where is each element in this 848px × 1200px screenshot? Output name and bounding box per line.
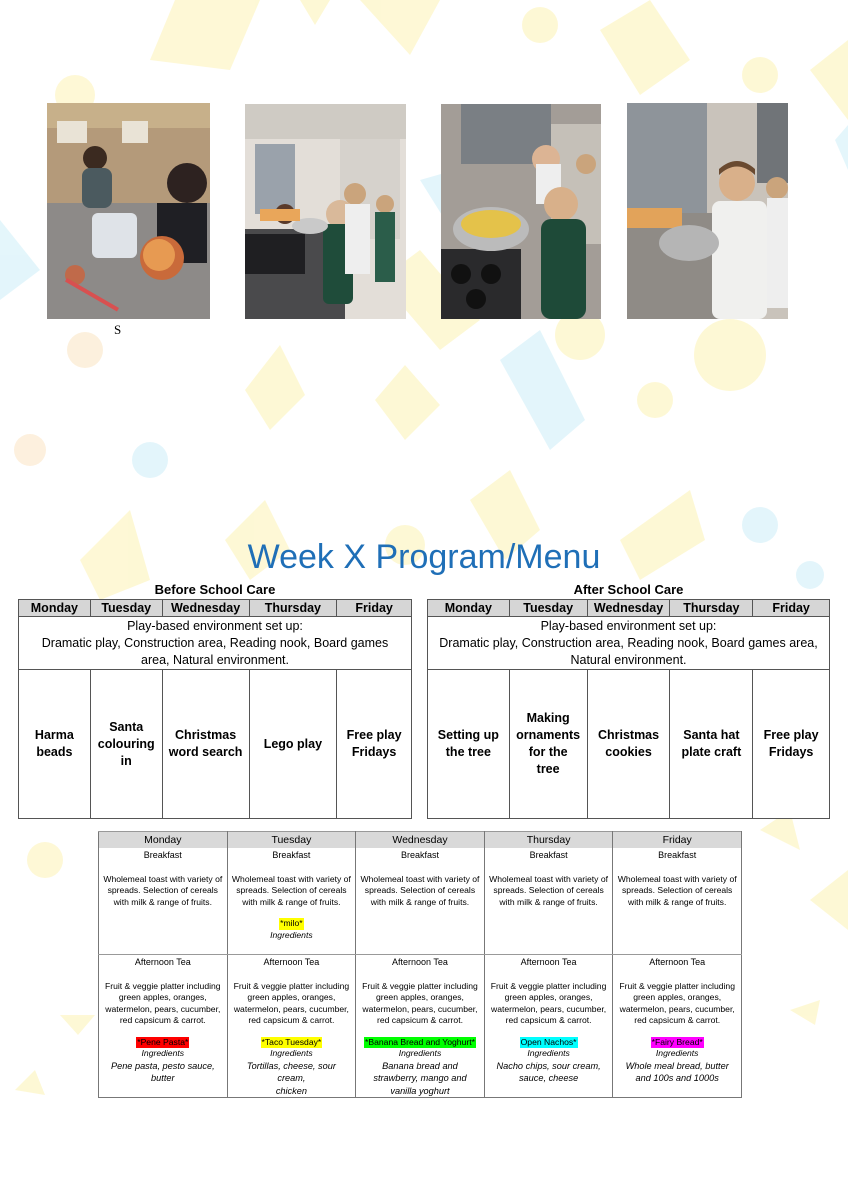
before-activity-friday: Free play Fridays [337, 670, 412, 819]
special-highlight: *Fairy Bread* [651, 1036, 703, 1047]
before-day-header: Friday [337, 600, 412, 617]
afternoon-label: Afternoon Tea [392, 957, 448, 967]
milo-highlight: *milo* [280, 918, 303, 928]
stray-mark: S [114, 322, 122, 337]
menu-day-header: Tuesday [227, 832, 356, 849]
ingredients-label: Ingredients [270, 1048, 313, 1058]
after-care-table [427, 599, 830, 819]
before-day-header: Wednesday [162, 600, 249, 617]
photo-children-beading [47, 103, 210, 319]
menu-day-header: Wednesday [356, 832, 485, 849]
before-activity-wednesday: Christmas word search [162, 670, 249, 819]
setup-line: Play-based environment set up: [127, 618, 303, 633]
before-care-table [18, 599, 412, 819]
breakfast-cell-friday: Breakfast Wholemeal toast with variety of spreads. Selection of cereals with milk & range of fruits. [613, 848, 742, 955]
special-highlight: *Pene Pasta* [137, 1036, 189, 1047]
breakfast-cell-monday: Breakfast Wholemeal toast with variety of spreads. Selection of cereals with milk & range of fruits. [99, 848, 228, 955]
before-activity-thursday: Lego play [249, 670, 337, 819]
ingredients-label: Ingredients [655, 1048, 699, 1058]
afternoon-label: Afternoon Tea [134, 957, 191, 967]
afternoon-label: Afternoon Tea [649, 957, 706, 967]
afternoon-label: Afternoon Tea [263, 957, 320, 967]
after-care-setup [428, 617, 830, 670]
afternoon-cell-friday: Afternoon Tea Fruit & veggie platter including green apples, oranges, watermelon, pears, cucumber, red capsicum & carrot. *Fairy Bread* Ingredients Whole meal bread, butter and 100s and 1000s [613, 955, 742, 1098]
breakfast-cell-tuesday: Breakfast Wholemeal toast with variety of spreads. Selection of cereals with milk & range of fruits. *milo* Ingredients [227, 848, 356, 955]
before-day-header: Tuesday [90, 600, 162, 617]
after-day-header: Friday [753, 600, 830, 617]
after-activity-thursday: Santa hat plate craft [670, 670, 753, 819]
after-activity-friday: Free play Fridays [753, 670, 830, 819]
menu-day-header: Friday [613, 832, 742, 849]
after-activity-tuesday: Making ornaments for the tree [509, 670, 587, 819]
ingredients-label: Ingredients [398, 1048, 442, 1058]
before-care-caption: Before School Care [154, 582, 276, 597]
page-title: Week X Program/Menu [247, 538, 601, 576]
after-activity-monday: Setting up the tree [428, 670, 510, 819]
breakfast-label: Breakfast [400, 850, 439, 860]
special-highlight: Open Nachos* [520, 1036, 577, 1047]
before-activity-tuesday: Santa colouring in [90, 670, 162, 819]
before-care-setup [19, 617, 412, 670]
after-day-header: Thursday [670, 600, 753, 617]
photo-boy-stirring [627, 103, 788, 319]
before-day-header: Thursday [249, 600, 337, 617]
setup-line: Natural environment. [570, 652, 687, 667]
setup-line: area, Natural environment. [141, 652, 289, 667]
menu-day-header: Thursday [484, 832, 613, 849]
afternoon-cell-monday: Afternoon Tea Fruit & veggie platter including green apples, oranges, watermelon, pears, cucumber, red capsicum & carrot. *Pene Pasta* Ingredients Pene pasta, pesto sauce, butter [99, 955, 228, 1098]
before-care-days-row [19, 600, 412, 617]
after-day-header: Monday [428, 600, 510, 617]
breakfast-label: Breakfast [658, 850, 697, 860]
breakfast-label: Breakfast [529, 850, 568, 860]
afternoon-cell-wednesday: Afternoon Tea Fruit & veggie platter including green apples, oranges, watermelon, pears, cucumber, red capsicum & carrot. *Banana Bread and Yoghurt* Ingredients Banana bread and strawberry, mango and vanilla yoghurt [356, 955, 485, 1098]
setup-line: Dramatic play, Construction area, Reading nook, Board games [41, 635, 389, 650]
setup-line: Play-based environment set up: [540, 618, 717, 633]
photo-children-mixing-bowl [441, 104, 601, 319]
breakfast-label: Breakfast [272, 850, 311, 860]
setup-line: Dramatic play, Construction area, Reading nook, Board games area, [439, 635, 818, 650]
special-highlight: *Banana Bread and Yoghurt* [365, 1036, 475, 1047]
breakfast-cell-wednesday: Breakfast Wholemeal toast with variety of spreads. Selection of cereals with milk & range of fruits. [356, 848, 485, 955]
after-day-header: Tuesday [509, 600, 587, 617]
after-care-days-row [428, 600, 830, 617]
ingredients-label: Ingredients [141, 1048, 185, 1058]
afternoon-cell-tuesday: Afternoon Tea Fruit & veggie platter including green apples, oranges, watermelon, pears, cucumber, red capsicum & carrot. *Taco Tuesday* Ingredients Tortillas, cheese, sour cream, chicken [227, 955, 356, 1098]
photo-children-baking-kitchen [245, 104, 406, 319]
breakfast-cell-thursday: Breakfast Wholemeal toast with variety of spreads. Selection of cereals with milk & range of fruits. [484, 848, 613, 955]
special-highlight: *Taco Tuesday* [261, 1036, 322, 1047]
menu-table [98, 831, 742, 1098]
breakfast-label: Breakfast [143, 850, 182, 860]
after-care-caption: After School Care [573, 582, 684, 597]
before-activity-monday: Harma beads [19, 670, 91, 819]
menu-day-header: Monday [99, 832, 228, 849]
before-day-header: Monday [19, 600, 91, 617]
afternoon-cell-thursday: Afternoon Tea Fruit & veggie platter including green apples, oranges, watermelon, pears, cucumber, red capsicum & carrot. Open Nachos* Ingredients Nacho chips, sour cream, sauce, cheese [484, 955, 613, 1098]
ingredients-label: Ingredients [270, 929, 313, 940]
after-activity-wednesday: Christmas cookies [587, 670, 670, 819]
after-day-header: Wednesday [587, 600, 670, 617]
afternoon-label: Afternoon Tea [520, 957, 577, 967]
ingredients-label: Ingredients [527, 1048, 570, 1058]
